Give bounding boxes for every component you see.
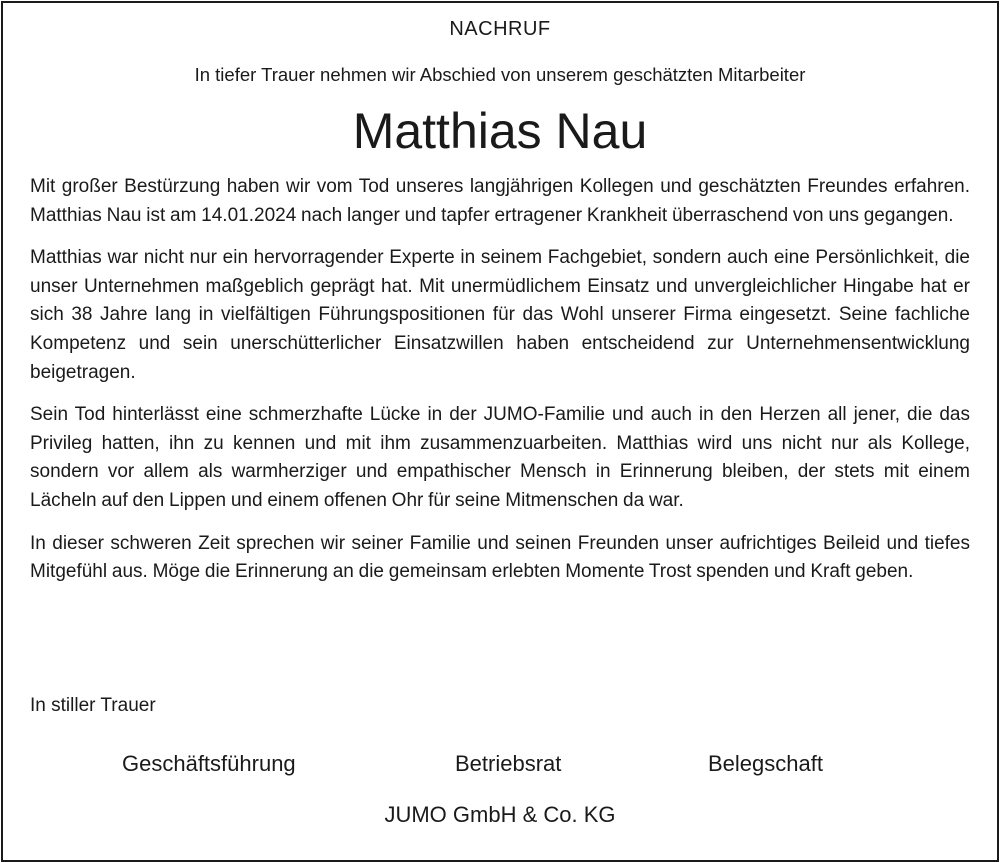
paragraph-condolences: In dieser schweren Zeit sprechen wir seiner Familie und seinen Freunden unser aufrichtiges Beileid und tiefes Mitgefühl aus. Möge die Erinnerung an die gemeinsam erlebten Momente Trost spenden und Kraft geben. — [30, 532, 970, 583]
deceased-name: Matthias Nau — [352, 103, 648, 159]
signatory-staff: Belegschaft — [708, 751, 823, 776]
notice-body — [30, 173, 970, 601]
paragraph-announcement: Mit großer Bestürzung haben wir vom Tod unseres langjährigen Kollegen und geschätzten Freundes erfahren. Matthias Nau ist am 14.01.2024 nach langer und tapfer ertragener Krankheit überraschend von uns gegangen. — [30, 176, 970, 226]
company-name: JUMO GmbH & Co. KG — [384, 802, 616, 827]
closing-line: In stiller Trauer — [30, 695, 156, 716]
notice-heading: NACHRUF — [449, 18, 551, 40]
notice-subheading: In tiefer Trauer nehmen wir Abschied von unserem geschätzten Mitarbeiter — [194, 64, 806, 85]
paragraph-career: Matthias war nicht nur ein hervorragender Experte in seinem Fachgebiet, sondern auch eine Persönlichkeit, die unser Unternehmen maßgeblich geprägt hat. Mit unermüdlichem Einsatz und unvergleichlicher Hingabe hat er sich 38 Jahre lang in vielfältigen Führungspositionen für das Wohl unserer Firma eingesetzt. Seine fachliche Kompetenz und sein unerschütterlicher Einsatzwillen haben entscheidend zur Unternehmensentwicklung beigetragen. — [30, 247, 970, 383]
paragraph-remembrance: Sein Tod hinterlässt eine schmerzhafte Lücke in der JUMO-Familie und auch in den Herzen all jener, die das Privileg hatten, ihn zu kennen und mit ihm zusammenzuarbeiten. Matthias wird uns nicht nur als Kollege, sondern vor allem als warmherziger und empathischer Mensch in Erinnerung bleiben, der stets mit einem Lächeln auf den Lippen und einem offenen Ohr für seine Mitmenschen da war. — [30, 404, 970, 511]
signatory-management: Geschäftsführung — [122, 751, 296, 776]
signatory-works-council: Betriebsrat — [455, 751, 562, 776]
